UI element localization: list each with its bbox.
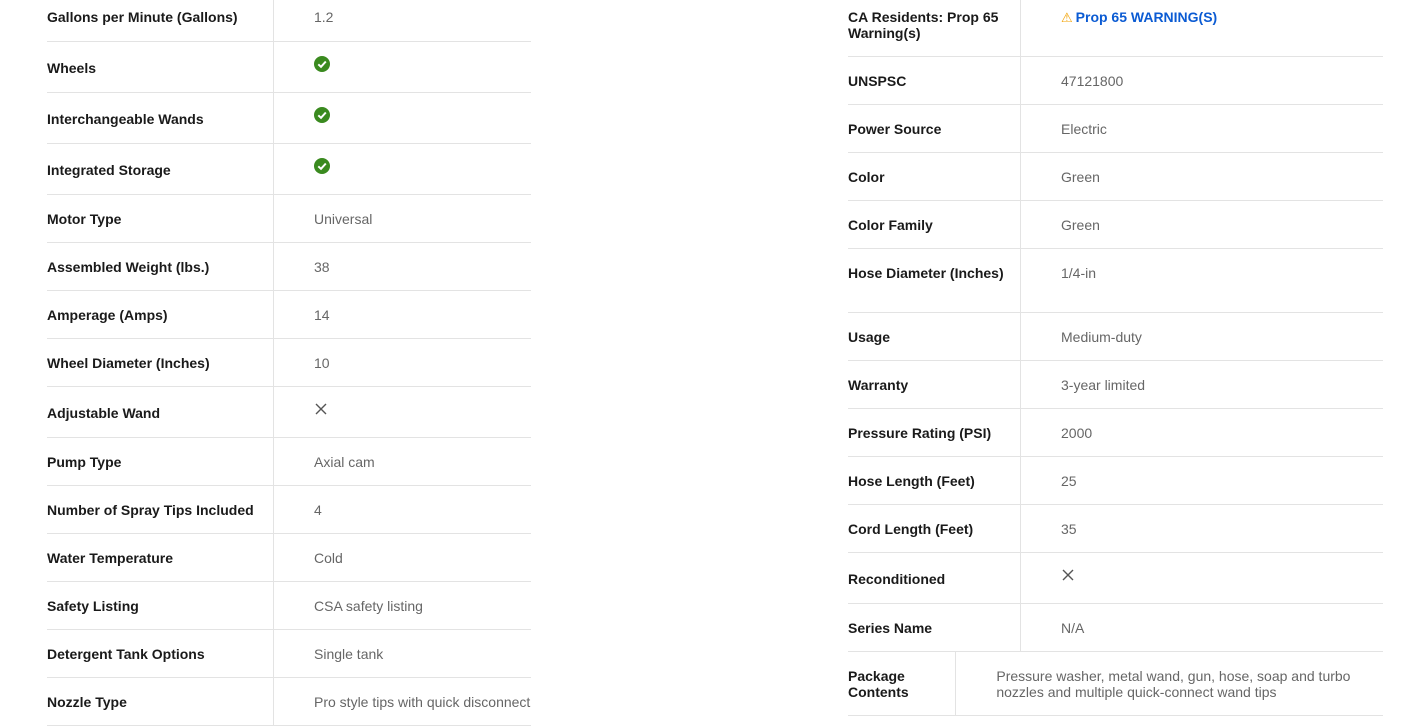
spec-row-nozzle-type (47, 678, 531, 726)
spec-row-adjustable-wand (47, 387, 531, 438)
spec-row-color-family (848, 201, 1383, 249)
spec-label: Color (848, 153, 1021, 200)
spec-label: Interchangeable Wands (47, 93, 274, 143)
spec-label: Usage (848, 313, 1021, 360)
spec-label: Pressure Rating (PSI) (848, 409, 1021, 456)
check-icon (314, 158, 330, 174)
spec-value: Electric (1061, 121, 1107, 137)
spec-label: Warranty (848, 361, 1021, 408)
spec-label: Color Family (848, 201, 1021, 248)
spec-label: Series Name (848, 604, 1021, 651)
spec-value: 4 (314, 502, 322, 518)
spec-row-motor-type (47, 195, 531, 243)
warning-triangle-icon: ⚠ (1061, 10, 1073, 25)
spec-value: 3-year limited (1061, 377, 1146, 393)
spec-label: Package Contents (848, 652, 956, 715)
spec-row-detergent-tank (47, 630, 531, 678)
x-icon (1061, 568, 1075, 582)
spec-row-reconditioned (848, 553, 1383, 604)
spec-row-integrated-storage (47, 144, 531, 195)
specs-table-right (848, 0, 1383, 716)
spec-label: Detergent Tank Options (47, 630, 274, 677)
spec-value: 35 (1061, 521, 1077, 537)
spec-label: Hose Length (Feet) (848, 457, 1021, 504)
spec-value: Axial cam (314, 454, 375, 470)
spec-value: Universal (314, 211, 373, 227)
spec-label: CA Residents: Prop 65 Warning(s) (848, 0, 1021, 56)
spec-row-assembled-weight (47, 243, 531, 291)
spec-row-package-contents (848, 652, 1383, 716)
check-icon (314, 107, 330, 123)
spec-row-pump-type (47, 438, 531, 486)
x-icon (314, 402, 328, 416)
spec-row-hose-length (848, 457, 1383, 505)
spec-label: Pump Type (47, 438, 274, 485)
spec-value: 2000 (1061, 425, 1093, 441)
specs-table-left (47, 0, 531, 726)
spec-label: Safety Listing (47, 582, 274, 629)
spec-row-prop65 (848, 0, 1383, 57)
spec-row-wheel-diameter (47, 339, 531, 387)
spec-label: Power Source (848, 105, 1021, 152)
spec-row-interchangeable-wands (47, 93, 531, 144)
spec-row-usage (848, 313, 1383, 361)
spec-row-cord-length (848, 505, 1383, 553)
spec-label: Gallons per Minute (Gallons) (47, 0, 274, 41)
spec-row-safety-listing (47, 582, 531, 630)
spec-value: 38 (314, 259, 330, 275)
spec-label: Assembled Weight (lbs.) (47, 243, 274, 290)
spec-label: Reconditioned (848, 553, 1021, 603)
spec-label: Nozzle Type (47, 678, 274, 725)
spec-label: Amperage (Amps) (47, 291, 274, 338)
spec-value: Pressure washer, metal wand, gun, hose, soap and turbo nozzles and multiple quick-connect wand tips (996, 668, 1351, 700)
spec-label: Adjustable Wand (47, 387, 274, 437)
spec-label: Motor Type (47, 195, 274, 242)
spec-row-pressure-rating (848, 409, 1383, 457)
spec-value: 25 (1061, 473, 1077, 489)
spec-row-spray-tips (47, 486, 531, 534)
spec-value: N/A (1061, 620, 1085, 636)
spec-label: Hose Diameter (Inches) (848, 249, 1021, 312)
spec-value: 47121800 (1061, 73, 1124, 89)
spec-label: Number of Spray Tips Included (47, 486, 274, 533)
spec-row-hose-diameter (848, 249, 1383, 313)
spec-row-color (848, 153, 1383, 201)
spec-value: Green (1061, 169, 1100, 185)
spec-value: 1/4-in (1061, 265, 1097, 281)
spec-label: Cord Length (Feet) (848, 505, 1021, 552)
spec-value: CSA safety listing (314, 598, 423, 614)
spec-label: Integrated Storage (47, 144, 274, 194)
spec-row-water-temperature (47, 534, 531, 582)
spec-row-amperage (47, 291, 531, 339)
spec-row-wheels (47, 42, 531, 93)
spec-label: Water Temperature (47, 534, 274, 581)
spec-row-series-name (848, 604, 1383, 652)
spec-label: Wheels (47, 42, 274, 92)
check-icon (314, 56, 330, 72)
spec-value: 1.2 (314, 9, 334, 25)
spec-row-power-source (848, 105, 1383, 153)
spec-value: Green (1061, 217, 1100, 233)
spec-value: 14 (314, 307, 330, 323)
prop65-warning-link[interactable]: Prop 65 WARNING(S) (1075, 9, 1218, 25)
spec-label: Wheel Diameter (Inches) (47, 339, 274, 386)
spec-label: UNSPSC (848, 57, 1021, 104)
spec-value: Pro style tips with quick disconnect (314, 694, 531, 710)
spec-value: Single tank (314, 646, 384, 662)
spec-row-warranty (848, 361, 1383, 409)
spec-value: Cold (314, 550, 343, 566)
spec-row-unspsc (848, 57, 1383, 105)
spec-value: 10 (314, 355, 330, 371)
spec-row-gpm (47, 0, 531, 42)
spec-value: Medium-duty (1061, 329, 1142, 345)
